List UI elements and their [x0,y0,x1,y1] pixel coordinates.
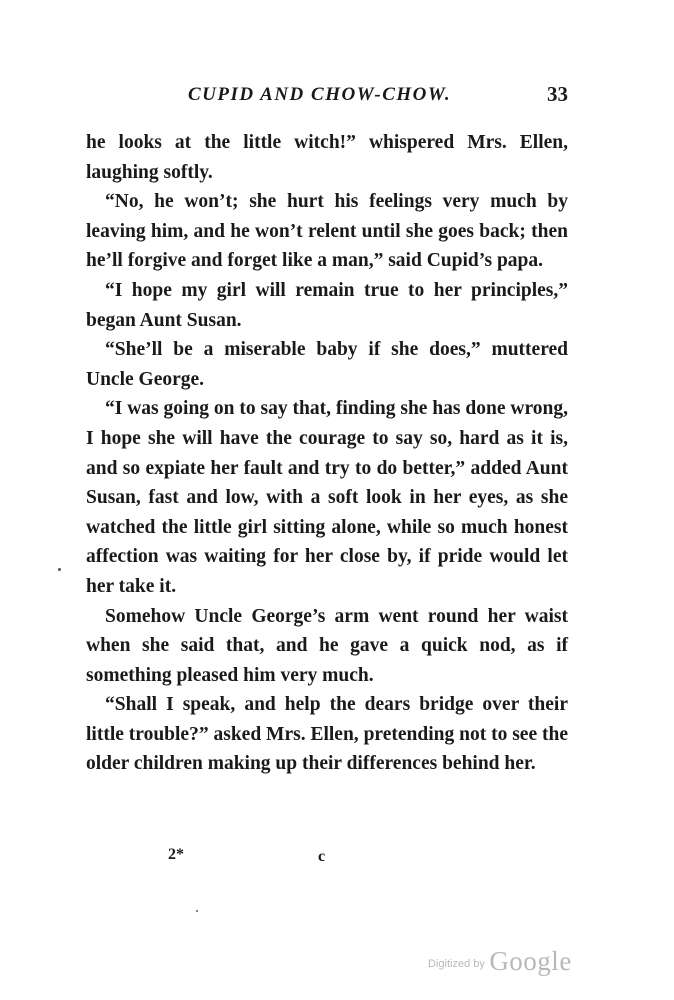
watermark-prefix: Digitized by [428,958,485,970]
signature-mark-right: c [318,848,326,865]
paragraph: Somehow Uncle George’s arm went round her waist when she said that, and he gave a quick nod, as if something pleased him very much. [86,605,568,686]
paragraph: “She’ll be a miserable baby if she does,” muttered Uncle George. [86,339,568,390]
google-logo: Google [489,946,572,976]
running-head: CUPID AND CHOW-CHOW. [188,84,452,105]
signature-mark-left: 2* [168,846,184,863]
signature-marks [86,846,568,876]
ink-speck [58,568,61,571]
page-number: 33 [547,82,568,106]
paragraph: “No, he won’t; she hurt his feelings very much by leaving him, and he won’t relent until she goes back; then he’ll forgive and forget like a man,” said Cupid’s papa. [86,191,568,272]
paragraph: “Shall I speak, and help the dears bridge over their little trouble?” asked Mrs. Ellen, pretending not to see the older children making up their differences behind her. [86,694,568,775]
paragraph: “I hope my girl will remain true to her principles,” began Aunt Susan. [86,279,568,331]
paragraph: he looks at the little witch!” whispered Mrs. Ellen, laughing softly. [86,132,568,183]
digitized-by-google-watermark [428,946,572,977]
page-header [86,84,568,112]
ink-speck [196,910,198,912]
paragraph: “I was going on to say that, finding she has done wrong, I hope she will have the courage to say so, hard as it is, and so expiate her fault and try to do better,” added Aunt Susan, fast and low, with a soft look in her eyes, as she watched the little girl sitting alone, while so much honest affection was waiting for her close by, if pride would let her take it. [86,398,568,597]
body-text [86,128,568,779]
